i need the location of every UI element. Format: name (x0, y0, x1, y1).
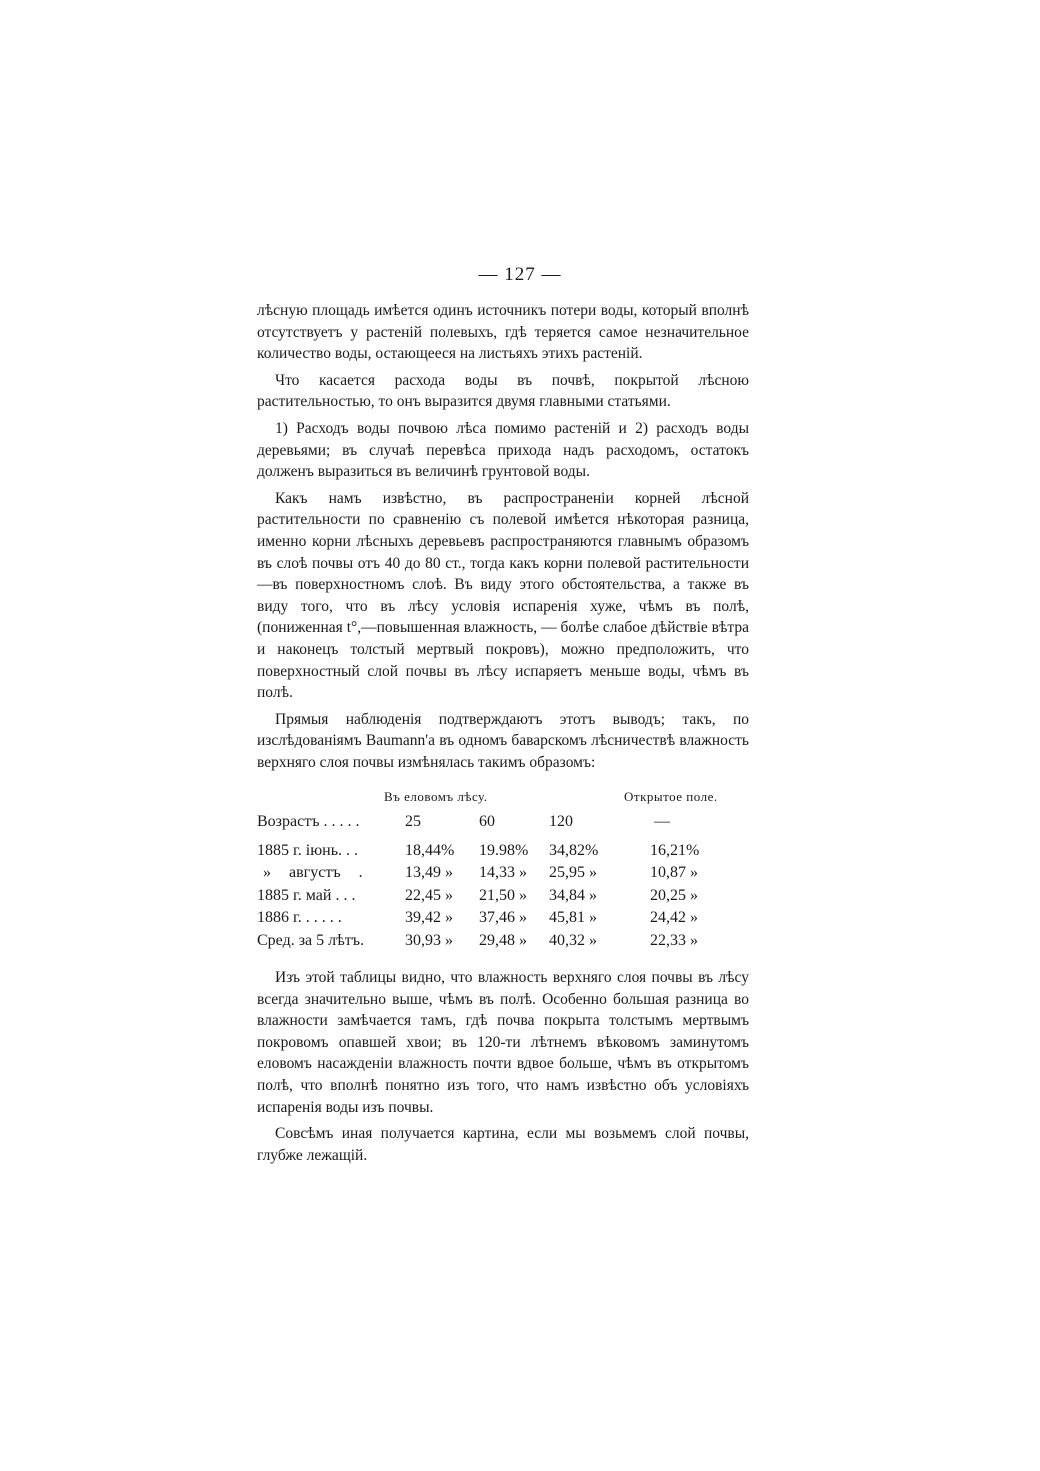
table-row (257, 930, 749, 953)
table-row (257, 885, 749, 908)
cell: 25,95 » (549, 864, 597, 881)
body-text-top (257, 300, 749, 778)
row-label: 1886 г. . . . . . (257, 909, 342, 926)
cell: 10,87 » (650, 864, 698, 881)
paragraph: лѣсную площадь имѣется одинъ источникъ потери воды, который вполнѣ отсутствуетъ у растеній полевыхъ, гдѣ теряется самое незначительное количество воды, остающееся на листьяхъ этихъ растеній. (257, 302, 749, 363)
row-label: 1885 г. май . . . (257, 886, 356, 904)
row-label: Сред. за 5 лѣтъ. (257, 931, 365, 949)
table-row (257, 811, 749, 834)
paragraph: Какъ намъ извѣстно, въ распространеніи корней лѣсной растительности по сравненію съ полевой имѣется нѣкоторая разница, именно корни лѣсныхъ деревьевъ распространяются главнымъ образомъ въ слоѣ почвы отъ 40 до 80 ст., тогда какъ корни полевой растительности—въ поверхностномъ слоѣ. Въ виду этого обстоятельства, а также въ виду того, что въ лѣсу условія испаренія хуже, чѣмъ въ полѣ, (пониженная t°,—повышенная влажность, — болѣе слабое дѣйствіе вѣтра и наконецъ толстый мертвый покровъ), можно предположить, что поверхностный слой почвы въ лѣсу испаряетъ меньше воды, чѣмъ въ полѣ. (257, 489, 749, 702)
cell: 120 (549, 813, 573, 830)
cell: 19.98% (479, 841, 529, 859)
cell: 24,42 » (650, 909, 698, 926)
moisture-table (257, 787, 749, 952)
paragraph: Совсѣмъ иная получается картина, если мы возьмемъ слой почвы, глубже лежащій. (257, 1125, 749, 1164)
cell: 60 (479, 813, 495, 830)
table-row (257, 907, 749, 930)
cell: 29,48 » (479, 931, 527, 949)
paragraph: Изъ этой таблицы видно, что влажность верхняго слоя почвы въ лѣсу всегда значительно выше, чѣмъ въ полѣ. Особенно большая разница во влажности замѣчается тамъ, гдѣ почва покрыта толстымъ мертвымъ покровомъ опавшей хвои; въ 120-ти лѣтнемъ вѣковомъ заминутомъ еловомъ насажденіи влажность почти вдвое больше, чѣмъ въ открытомъ полѣ, что вполнѣ понятно изъ того, что намъ извѣстно объ условіяхъ испаренія воды изъ почвы. (257, 969, 749, 1116)
page-number: — 127 — (478, 264, 562, 285)
paragraph: Прямыя наблюденія подтверждаютъ этотъ выводъ; такъ, по изслѣдованіямъ Baumann'а въ одномъ баварскомъ лѣсничествѣ влажность верхняго слоя почвы измѣнялась такимъ образомъ: (257, 710, 749, 771)
cell: 22,45 » (405, 886, 453, 904)
cell: 45,81 » (549, 909, 597, 926)
row-label: 1885 г. іюнь. . . (257, 841, 359, 859)
cell: 40,32 » (549, 931, 597, 949)
table-row (257, 840, 749, 863)
table-header (257, 787, 749, 811)
cell: 30,93 » (405, 931, 453, 949)
row-label: » августъ . (263, 864, 363, 881)
cell: — (654, 813, 670, 830)
cell: 37,46 » (479, 909, 527, 926)
row-label: Возрастъ . . . . . (257, 813, 360, 830)
body-text-bottom (257, 967, 749, 1171)
cell: 20,25 » (650, 886, 698, 904)
cell: 13,49 » (405, 864, 453, 881)
paragraph: Что касается расхода воды въ почвѣ, покрытой лѣсною растительностью, то онъ выразится двумя главными статьями. (257, 371, 749, 411)
cell: 34,84 » (549, 886, 597, 904)
cell: 21,50 » (479, 886, 527, 904)
header-field: Открытое поле. (624, 789, 718, 804)
cell: 25 (405, 813, 421, 830)
cell: 39,42 » (405, 909, 453, 926)
paragraph: 1) Расходъ воды почвою лѣса помимо растеній и 2) расходъ воды деревьями; въ случаѣ перевѣса прихода надъ расходомъ, остатокъ долженъ выразиться въ величинѣ грунтовой воды. (257, 419, 749, 481)
header-forest: Въ еловомъ лѣсу. (384, 789, 488, 804)
table-row (257, 862, 749, 885)
cell: 22,33 » (650, 931, 698, 949)
cell: 34,82% (549, 841, 599, 859)
cell: 14,33 » (479, 864, 527, 881)
cell: 18,44% (405, 841, 455, 859)
cell: 16,21% (650, 841, 700, 859)
